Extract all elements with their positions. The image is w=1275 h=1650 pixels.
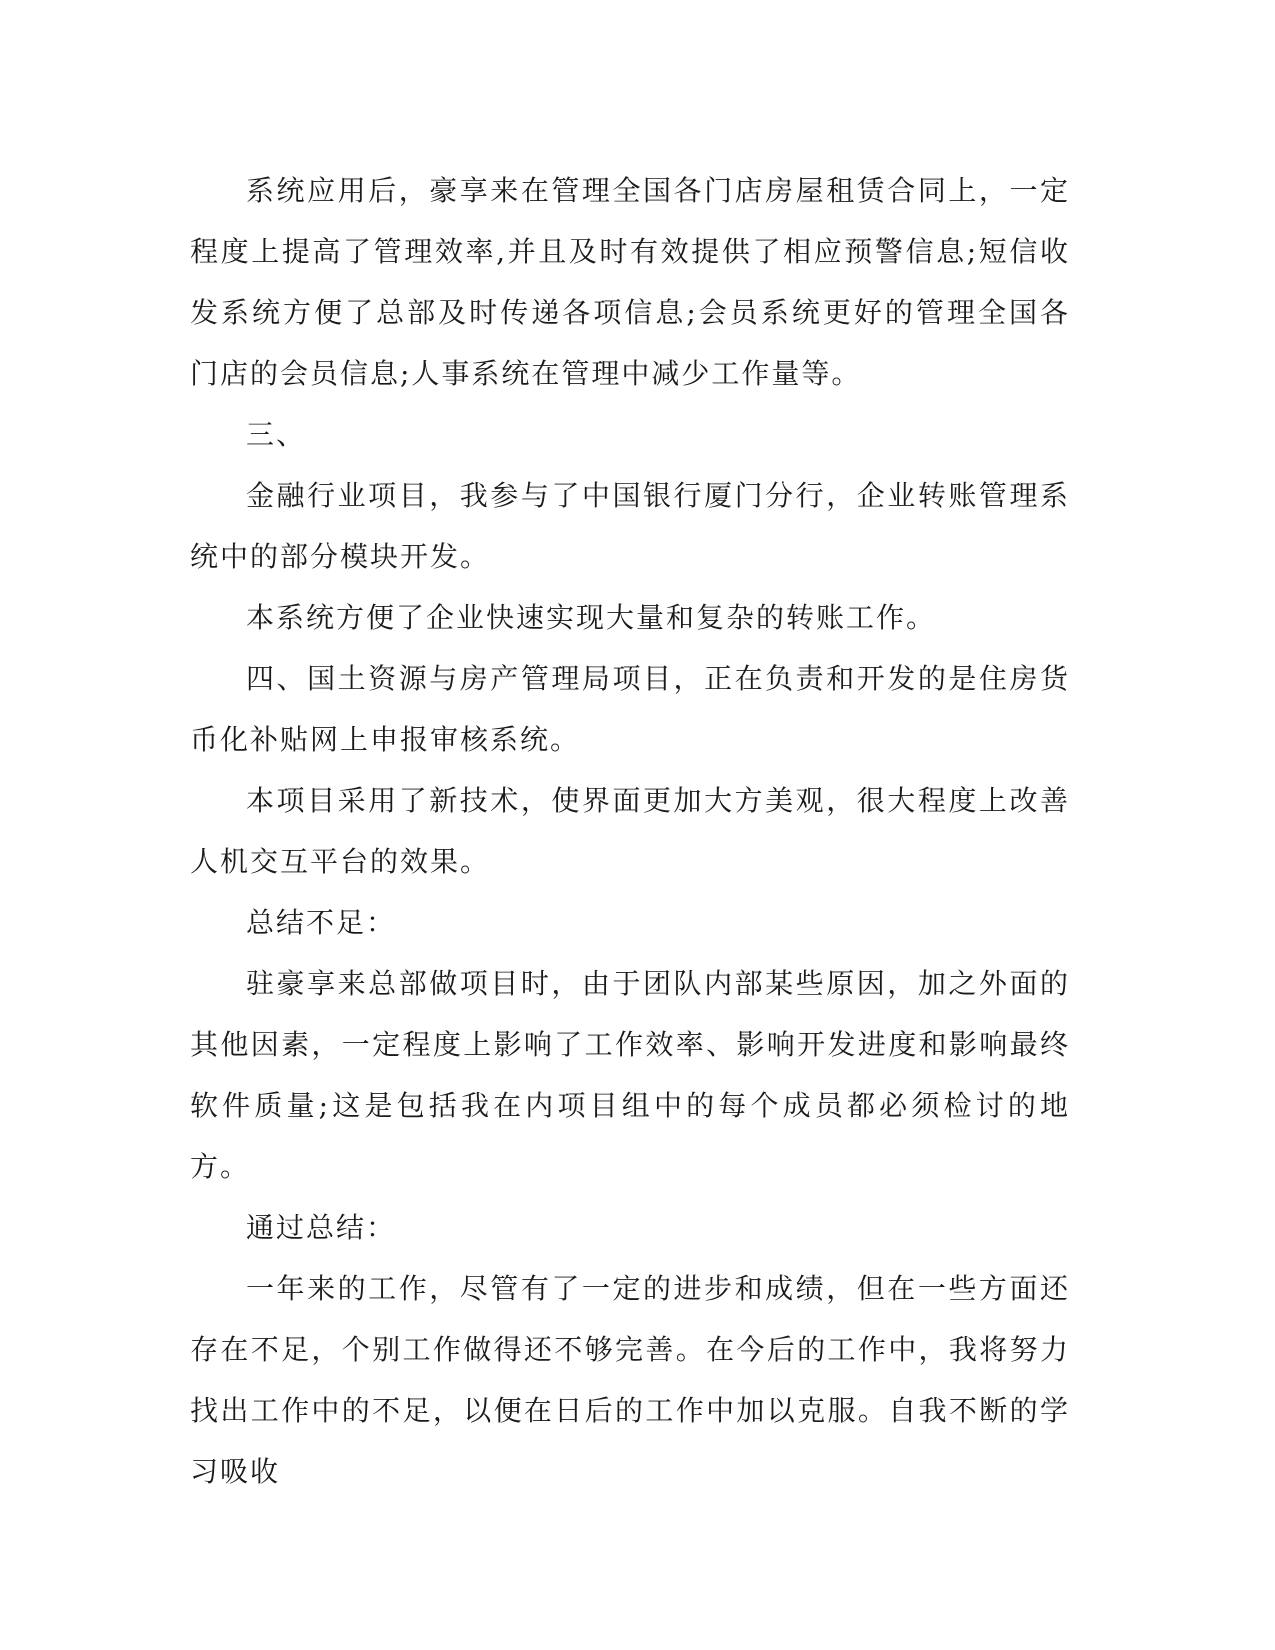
paragraph-system-results: 系统应用后，豪享来在管理全国各门店房屋租赁合同上，一定程度上提高了管理效率,并且及时有效提供了相应预警信息;短信收发系统方便了总部及时传递各项信息;会员系统更好的管理全国各门店的会员信息;人事系统在管理中减少工作量等。: [190, 174, 1070, 390]
paragraph-finance-project: 金融行业项目，我参与了中国银行厦门分行，企业转账管理系统中的部分模块开发。: [190, 479, 1070, 573]
heading-shortcomings: 总结不足：: [246, 906, 397, 939]
document-body: [190, 160, 1070, 1502]
paragraph-finance-benefit: 本系统方便了企业快速实现大量和复杂的转账工作。: [246, 601, 937, 634]
paragraph-shortcomings: 驻豪享来总部做项目时，由于团队内部某些原因，加之外面的其他因素，一定程度上影响了工作效率、影响开发进度和影响最终软件质量;这是包括我在内项目组中的每个成员都必须检讨的地方。: [190, 967, 1070, 1183]
paragraph-summary: 一年来的工作，尽管有了一定的进步和成绩，但在一些方面还存在不足，个别工作做得还不够完善。在今后的工作中，我将努力找出工作中的不足，以便在日后的工作中加以克服。自我不断的学习吸收: [190, 1272, 1070, 1488]
heading-summary: 通过总结：: [246, 1211, 397, 1244]
paragraph-land-benefit: 本项目采用了新技术，使界面更加大方美观，很大程度上改善人机交互平台的效果。: [190, 784, 1070, 878]
paragraph-land-project: 四、国土资源与房产管理局项目，正在负责和开发的是住房货币化补贴网上申报审核系统。: [190, 662, 1070, 756]
paragraph-section-three: 三、: [246, 418, 307, 451]
